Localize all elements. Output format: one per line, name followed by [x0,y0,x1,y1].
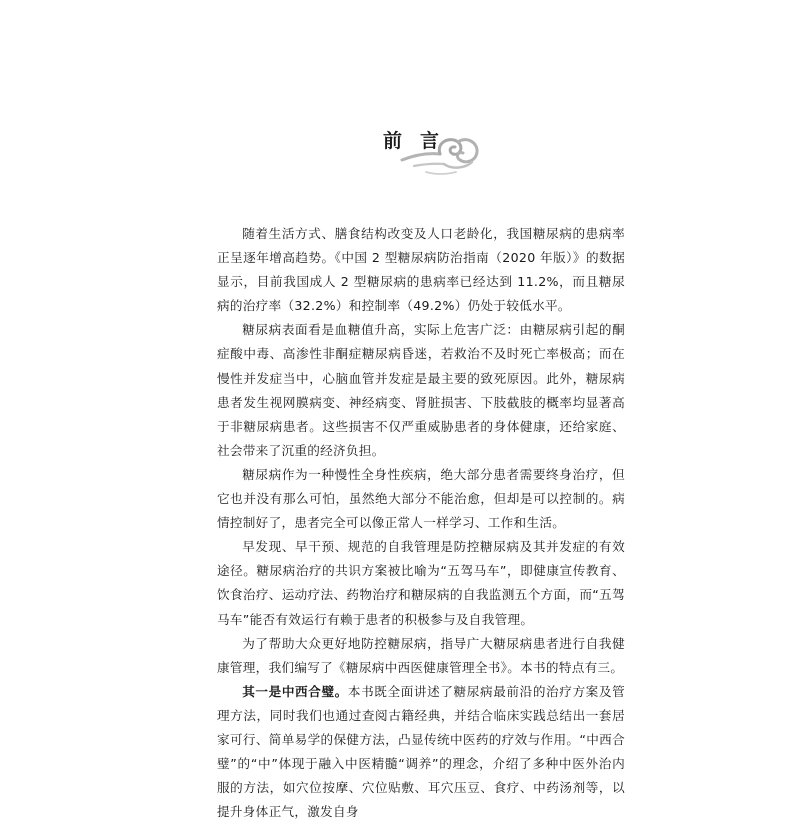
chapter-title: 前言 [383,130,458,152]
paragraph: 随着生活方式、膳食结构改变及人口老龄化，我国糖尿病的患病率正呈逐年增高趋势。《中国 2 型糖尿病防治指南（2020 年版）》的数据显示，目前我国成人 2 型糖尿病的患病率已经达到 11.2%，而且糖尿病的治疗率（32.2%）和控制率（49.2%）仍处于较低水平。 [217,226,625,314]
paragraph-body: 本书既全面讲述了糖尿病最前沿的治疗方案及管理方法，同时我们也通过查阅古籍经典，并结合临床实践总结出一套居家可行、简单易学的保健方法，凸显传统中医药的疗效与作用。“中西合璧”的“中”体现于融入中医精髓“调养”的理念，介绍了多种中医外治内服的方法，如穴位按摩、穴位贴敷、耳穴压豆、食疗、中药汤剂等，以提升身体正气，激发自身 [217,683,625,820]
auspicious-cloud-ornament [400,130,482,178]
paragraph: 糖尿病表面看是血糖值升高，实际上危害广泛：由糖尿病引起的酮症酸中毒、高渗性非酮症糖尿病昏迷，若救治不及时死亡率极高；而在慢性并发症当中，心脑血管并发症是最主要的致死原因。此外，糖尿病患者发生视网膜病变、神经病变、肾脏损害、下肢截肢的概率均显著高于非糖尿病患者。这些损害不仅严重威胁患者的身体健康，还给家庭、社会带来了沉重的经济负担。 [217,322,625,458]
paragraph: 糖尿病作为一种慢性全身性疾病，绝大部分患者需要终身治疗，但它也并没有那么可怕，虽然绝大部分不能治愈，但却是可以控制的。病情控制好了，患者完全可以像正常人一样学习、工作和生活。 [217,466,625,531]
paragraph: 早发现、早干预、规范的自我管理是防控糖尿病及其并发症的有效途径。糖尿病治疗的共识方案被比喻为“五驾马车”，即健康宣传教育、饮食治疗、运动疗法、药物治疗和糖尿病的自我监测五个方面，而“五驾马车”能否有效运行有赖于患者的积极参与及自我管理。 [217,539,625,627]
paragraph: 为了帮助大众更好地防控糖尿病，指导广大糖尿病患者进行自我健康管理，我们编写了《糖尿病中西医健康管理全书》。本书的特点有三。 [217,635,625,675]
paragraph-lead: 其一是中西合璧。 [242,683,348,699]
chapter-heading [0,122,800,182]
paragraph [217,680,625,824]
preface-body [217,222,625,824]
